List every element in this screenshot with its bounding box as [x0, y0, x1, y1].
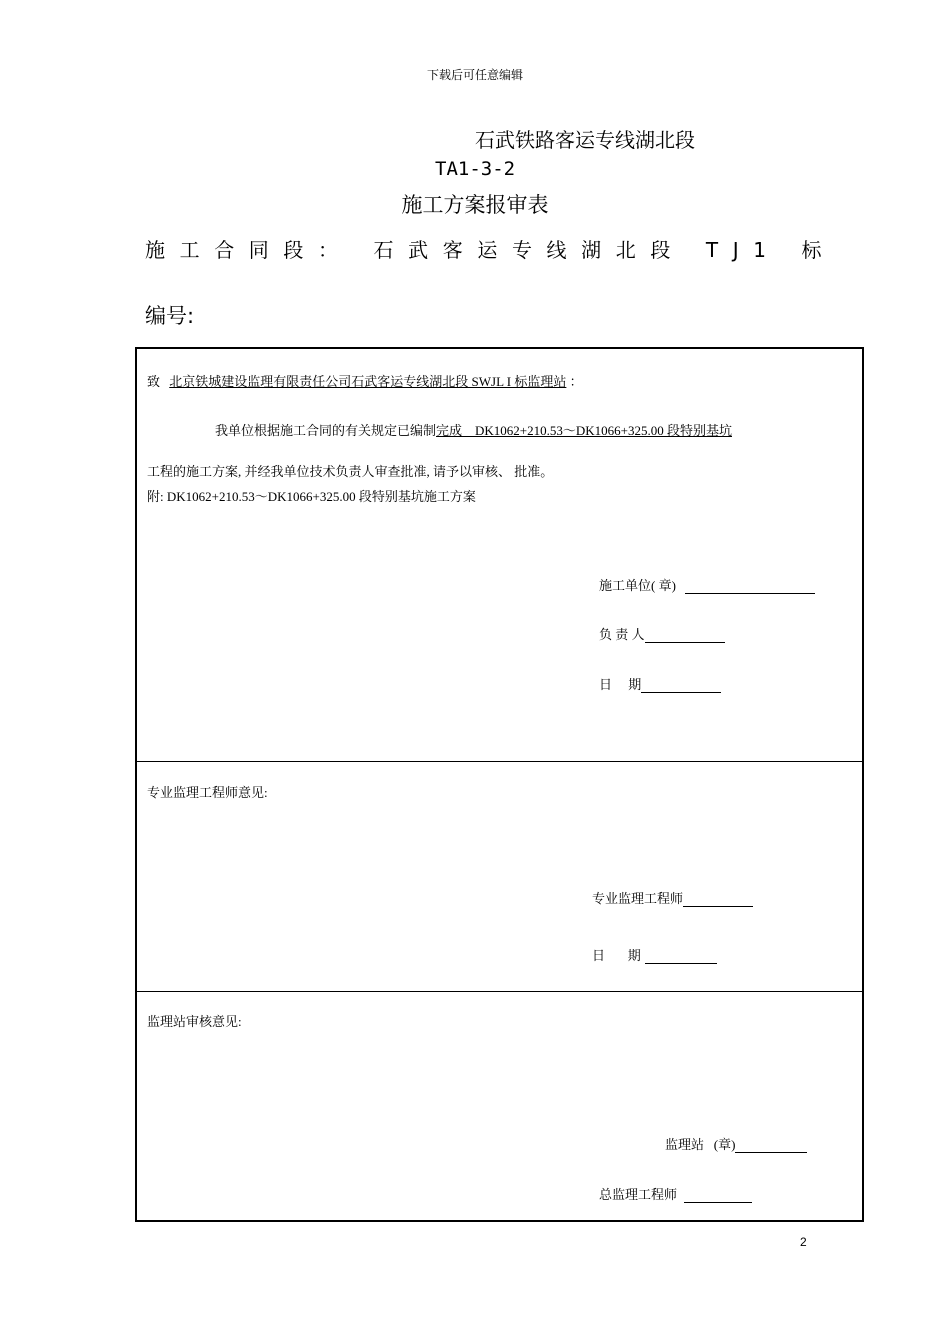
contractor-signature	[599, 575, 815, 594]
engineer-opinion-section	[137, 761, 862, 992]
station-review-heading: 监理站审核意见:	[147, 1014, 242, 1029]
to-prefix: 致	[147, 374, 161, 389]
station-seal-line[interactable]	[735, 1138, 807, 1153]
attachment-line: 附: DK1062+210.53～DK1066+325.00 段特别基坑施工方案	[147, 489, 476, 504]
chief-engineer-signature	[599, 1184, 752, 1203]
to-suffix: ：	[569, 374, 583, 389]
approval-form	[135, 347, 864, 1222]
chief-label: 总监理工程师	[599, 1187, 678, 1202]
engineer-opinion-heading: 专业监理工程师意见:	[147, 785, 268, 800]
form-title: 施工方案报审表	[401, 193, 549, 217]
responsible-label: 负 责 人	[599, 627, 645, 642]
body-line1	[215, 420, 732, 439]
body-line1-scope: 完成 DK1062+210.53～DK1066+325.00 段特别基坑	[436, 423, 732, 438]
engineer-signature-line[interactable]	[683, 892, 753, 907]
station-review-section	[137, 991, 862, 1221]
responsible-signature	[599, 624, 725, 643]
engineer-signature	[592, 888, 753, 907]
recipient-line	[147, 371, 583, 390]
submission-date-line[interactable]	[641, 678, 721, 693]
body-line1-prefix: 我单位根据施工合同的有关规定已编制	[215, 423, 437, 438]
body-line2: 工程的施工方案, 并经我单位技术负责人审查批准, 请予以审核、 批准。	[147, 464, 554, 479]
station-seal	[665, 1134, 807, 1153]
recipient-name: 北京铁城建设监理有限责任公司石武客运专线湖北段 SWJL I 标监理站	[169, 374, 567, 389]
date-label: 日 期	[599, 677, 642, 692]
engineer-date-label: 日 期	[592, 948, 641, 963]
number-label: 编号:	[145, 304, 195, 328]
station-label: 监理站 (章)	[665, 1137, 736, 1152]
contractor-signature-line[interactable]	[685, 579, 815, 594]
engineer-date	[592, 945, 717, 964]
page-number: 2	[800, 1235, 807, 1249]
document-title-line1: 石武铁路客运专线湖北段	[475, 128, 695, 152]
engineer-label: 专业监理工程师	[592, 891, 684, 906]
responsible-signature-line[interactable]	[645, 628, 725, 643]
contractor-label: 施工单位( 章)	[599, 578, 676, 593]
contract-section: 施工合同段： 石武客运专线湖北段 TJ1 标	[145, 238, 837, 262]
submission-date	[599, 674, 721, 693]
chief-signature-line[interactable]	[684, 1188, 752, 1203]
engineer-date-line[interactable]	[645, 949, 717, 964]
submission-section	[137, 349, 862, 761]
form-code: TA1-3-2	[435, 158, 516, 180]
header-note: 下载后可任意编辑	[426, 68, 523, 82]
